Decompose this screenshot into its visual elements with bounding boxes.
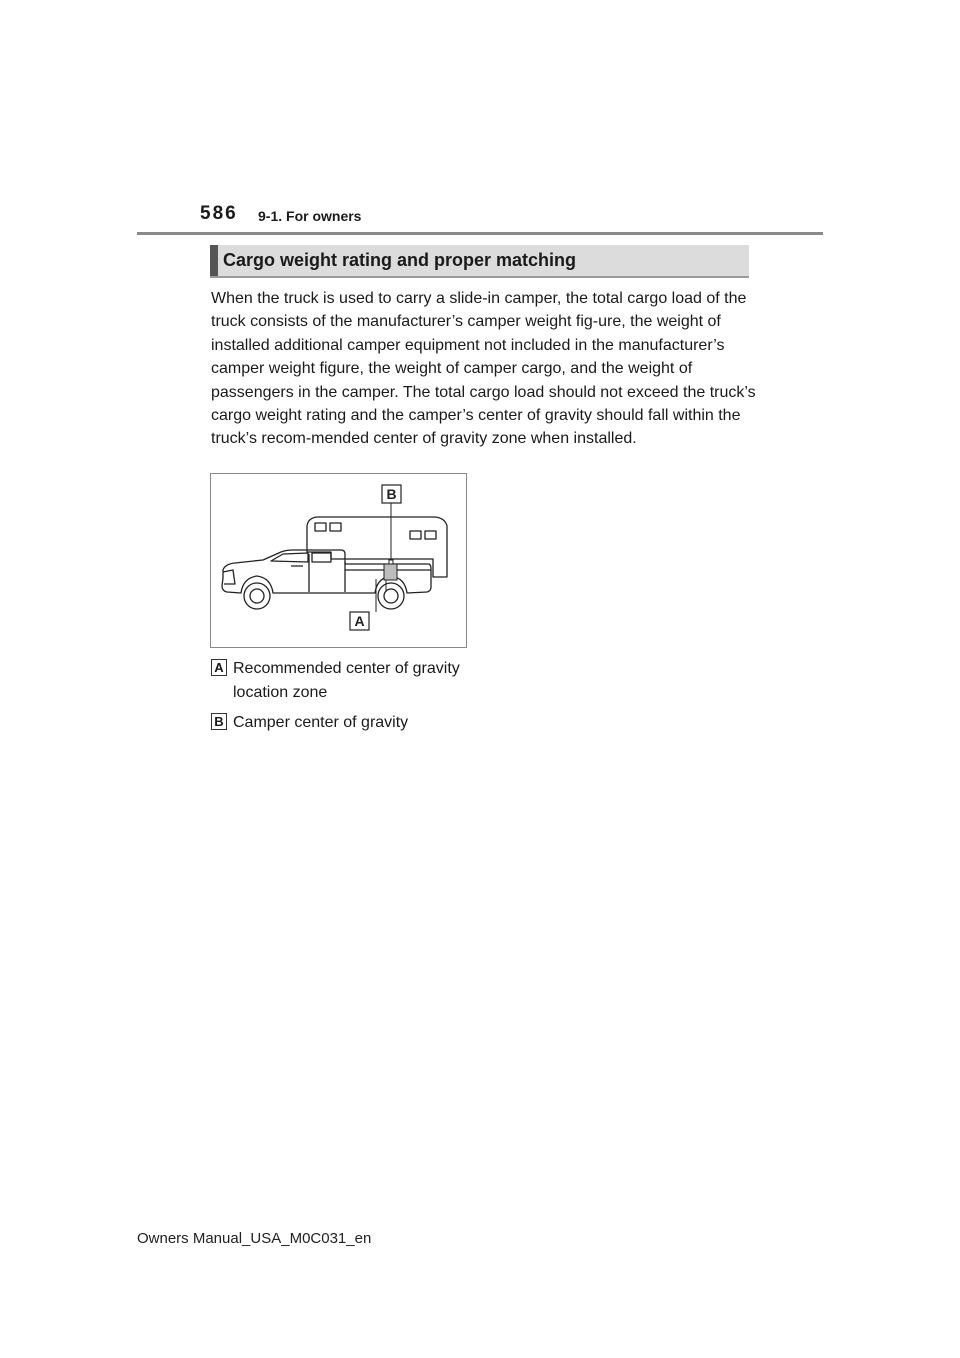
grille <box>223 570 235 584</box>
section-label: 9-1. For owners <box>258 208 362 224</box>
front-wheel <box>244 583 270 609</box>
legend-badge-a: A <box>211 659 227 676</box>
legend-text-b: Camper center of gravity <box>233 714 409 731</box>
callout-a: A <box>354 613 365 629</box>
rear-wheel <box>378 583 404 609</box>
footer-text: Owners Manual_USA_M0C031_en <box>137 1230 372 1247</box>
truck-camper-figure <box>210 473 467 648</box>
legend-badge-b: B <box>211 713 227 730</box>
legend-text-a: Recommended center of gravity location zone <box>233 660 460 701</box>
camper-windows <box>315 523 436 539</box>
cog-zone <box>384 564 397 580</box>
section-title-bar <box>210 245 749 278</box>
truck-windows <box>271 553 331 562</box>
body-paragraph: When the truck is used to carry a slide-in camper, the total cargo load of the truck consists of the manufacturer’s camper weight fig-ure, the weight of installed additional camper equipment not included in the manufacturer’s camper weight figure, the weight of camper cargo, and the weight of passengers in the camper. The total cargo load should not exceed the truck’s cargo weight rating and the camper’s center of gravity should fall within the truck’s recom-mended center of gravity zone when installed. <box>211 290 756 448</box>
door-lines <box>291 554 345 592</box>
truck-camper-illustration <box>211 474 466 647</box>
page-number: 586 <box>200 203 238 224</box>
header-rule <box>137 232 823 235</box>
callout-b: B <box>386 486 397 502</box>
section-title: Cargo weight rating and proper matching <box>223 250 577 270</box>
camper-body <box>307 517 447 577</box>
